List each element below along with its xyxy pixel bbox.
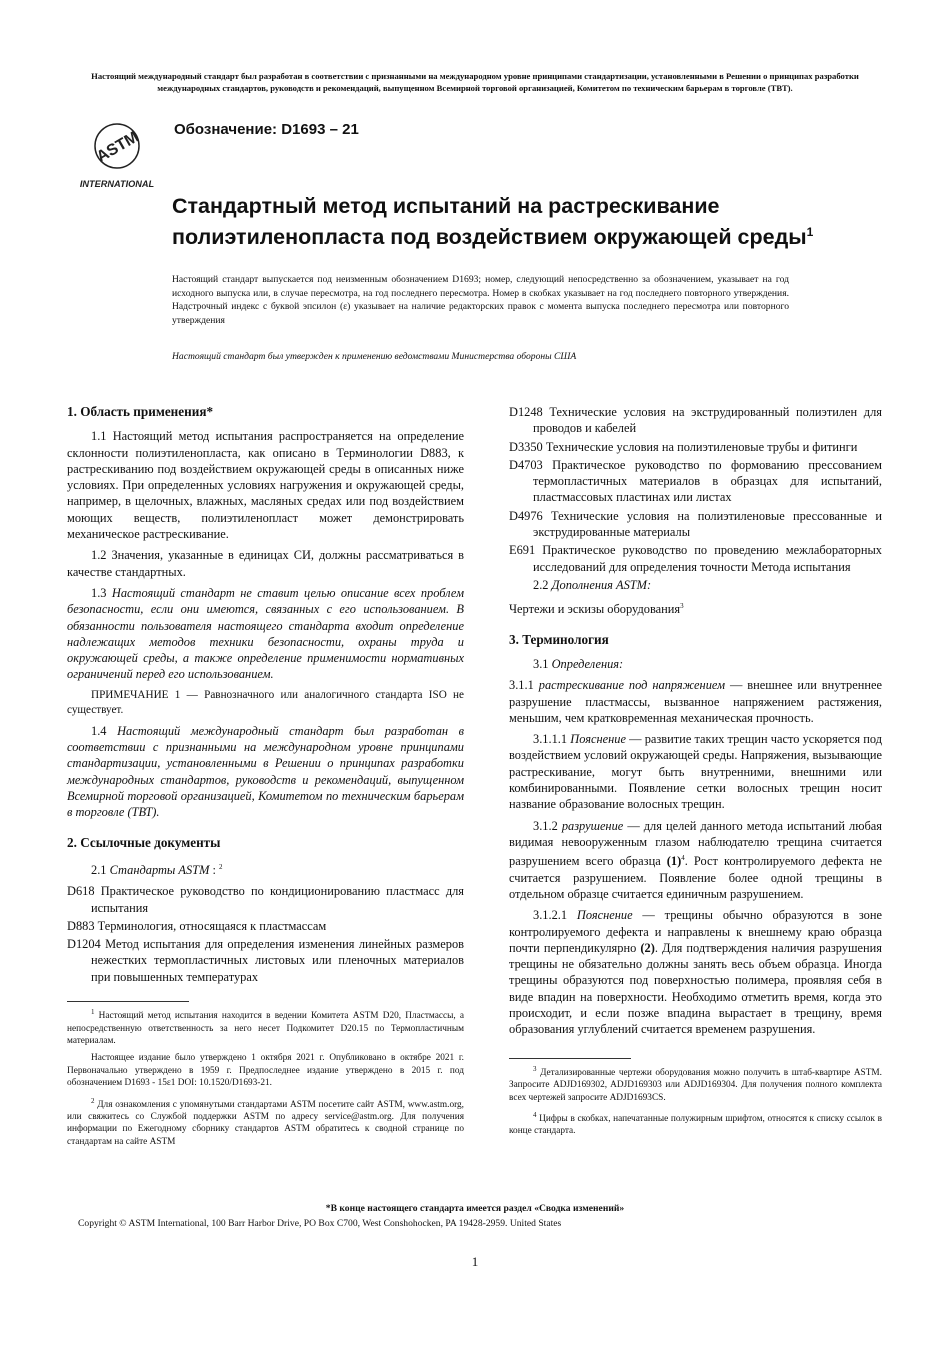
para-2-2: 2.2 Дополнения ASTM: [533,577,652,592]
adjunct-drawings: Чертежи и эскизы оборудования$^3$ [509,602,684,617]
designation: Обозначение: D1693 – 21 [174,121,359,138]
astm-logo [76,115,158,191]
summary-of-changes-note: *В конце настоящего стандарта имеется раздел «Сводка изменений» [325,1203,625,1214]
footnote-1-edition: Настоящее издание было утверждено 1 октября 2021 г. Опубликовано в октябре 2021 г. Первоначально утверждено в 1959 г. Предпоследнее издание утверждено в 2015 г. под обозначением D1693 - 15ε1 DOI: 10.1520/D1693-21. [67,1053,464,1089]
title-footnote-ref: 1 [806,225,814,239]
wto-notice: Настоящий международный стандарт был разработан в соответствии с признанными на международном уровне принципами стандартизации, установленными в Решении о принципах разработки международных стандартов, руководств и рекомендаций, выпущенном Всемирной торговой организацией, Комитетом по техническим барьерам в торговле (ТВТ). [91,71,859,93]
ref-d883: D883 Терминология, относящаяся к пластмассам [67,918,327,933]
issue-note: Настоящий стандарт выпускается под неизменным обозначением D1693; номер, следующий непосредственно за обозначением, указывает на год исходного выпуска или, в случае пересмотра, на год последнего пересмотра. Номер в скобках указывает на год последнего повторного утверждения. Надстрочный индекс с буквой эпсилон (ε) указывает на наличие редакторских правок с момента выпуска последнего пересмотра или повторного утверждения [172,274,789,326]
para-3-1-1: 3.1.1 растрескивание под напряжением — внешнее или внутреннее разрушение пластмассы, вызванное напряжением растяжения, меньшим, чем кратковременная механическая прочность. [509,678,882,725]
footnote-divider [67,1001,189,1002]
ref-d618: D618 Практическое руководство по кондиционированию пластмасс для испытания [67,884,464,915]
copyright: Copyright © ASTM International, 100 Barr Harbor Drive, PO Box C700, West Conshohocken, PA 19428-2959. United States [78,1218,562,1229]
ref-d1204: D1204 Метод испытания для определения изменения линейных размеров нежестких термопластичных листовых или пленочных материалов при повышенных температурах [67,937,464,984]
para-1-3: 1.3 Настоящий стандарт не ставит целью описание всех проблем безопасности, если они имеются, связанных с его использованием. В обязанности пользователя настоящего стандарта входит определение надлежащих методов техники безопасности, охраны труда и окружающей среды, а также определение применимости нормативных ограничений перед его использованием. [67,585,464,682]
page-number: 1 [471,1254,479,1269]
page-title [172,193,822,250]
note-1: ПРИМЕЧАНИЕ 1 — Равнозначного или аналогичного стандарта ISO не существует. [67,688,464,716]
left-column [67,404,464,1153]
ref-d3350: D3350 Технические условия на полиэтиленовые трубы и фитинги [509,439,858,454]
section-3-heading: 3. Терминология [509,631,609,647]
approval-note: Настоящий стандарт был утвержден к применению ведомствами Министерства обороны США [172,351,577,362]
ref-d4703: D4703 Практическое руководство по формованию прессованием термопластичных материалов в образцах для испытаний, пластмассовых пластинах или листах [509,457,882,505]
para-2-1: 2.1 Стандарты ASTM : $^2$ [91,862,223,877]
para-1-1: 1.1 Настоящий метод испытания распространяется на определение склонности полиэтиленопласта, как описано в Терминологии D883, к растрескиванию под воздействием окружающей среды в описанных ниже условиях. При определенных условиях нагружения и окружающей среды, например, в щелочных, влажных, масляных средах или под воздействием моющих веществ, полиэтиленопласт может демонстрировать механическое растрескивание. [67,429,464,542]
para-3-1: 3.1 Определения: [533,656,624,671]
logo-text: ASTM [93,128,142,166]
ref-d1248: D1248 Технические условия на экструдированный полиэтилен для проводов и кабелей [509,405,882,436]
section-2-heading: 2. Ссылочные документы [67,834,221,850]
ref-e691: E691 Практическое руководство по проведению межлабораторных исследований для определения точности Метода испытания [509,543,882,574]
section-1-heading: 1. Область применения* [67,404,214,419]
para-3-1-2-1: 3.1.2.1 Пояснение — трещины обычно образуются в зоне контролируемого дефекта и направлены к внешнему краю образца почти перпендикулярно (2). Для подтверждения наличия разрушения трещины не обязательно должны занять весь объем образца. Иногда трещины образуются под поверхностью полимера, проявляя себя в виде впадин на поверхности. Необходимо отметить время, когда это происходит, и если позже впадина вырастает в трещину, время образования углублений считается временем разрушения. [509,908,882,1037]
footnote-divider-right [509,1058,631,1059]
para-3-1-2: 3.1.2 разрушение — для целей данного метода испытаний любая видимая невооруженным глазом наблюдателю трещина считается разрушением всего образца $(1)^4$. Рост контролируемого дефекта не считается разрушением. Появление более одной трещины в отдельном образце считается единичным разрушением. [509,818,882,901]
footnote-2: $^2$ Для ознакомления с упомянутыми стандартами ASTM посетите сайт ASTM, www.astm.org, или свяжитесь со Службой поддержки ASTM по адресу service@astm.org. Для получения информации по Ежегодному сборнику стандартов ASTM обратитесь к сводной странице по стандартам на сайте ASTM [67,1096,464,1147]
ref-d4976: D4976 Технические условия на полиэтиленовые прессованные и экструдированные материалы [509,508,882,540]
right-column [509,404,882,1143]
title-text: Стандартный метод испытаний на растрескивание полиэтиленопласта под воздействием окружающей среды [172,194,807,250]
para-1-2: 1.2 Значения, указанные в единицах СИ, должны рассматриваться в качестве стандартных. [67,548,464,579]
footnote-3: $^3$ Детализированные чертежи оборудования можно получить в штаб-квартире ASTM. Запросите ADJD169302, ADJD169303 или ADJD169304. Для получения полного комплекта всех чертежей запросите ADJD1693CS. [509,1064,882,1103]
para-1-4: 1.4 Настоящий международный стандарт был разработан в соответствии с признанными на международном уровне принципами стандартизации, установленными в Решении о принципах разработки международных стандартов, руководств и рекомендаций, выпущенном Всемирной торговой организацией, Комитетом по техническим барьерам в торговле (ТВТ). [67,723,464,820]
footnote-4: $^4$ Цифры в скобках, напечатанные полужирным шрифтом, относятся к списку ссылок в конце стандарта. [509,1110,882,1137]
footnote-1: $^1$ Настоящий метод испытания находится в ведении Комитета ASTM D20, Пластмассы, а непосредственную ответственность за него несет Подкомитет D20.15 по Термопластичным материалам. [67,1008,464,1046]
para-3-1-1-1: 3.1.1.1 Пояснение — развитие таких трещин часто ускоряется под воздействием условий окружающей среды. Напряжения, вызывающие растрескивание, могут быть внутренними, внешними или комбинированными. Появление сетки волосных трещин носит название образование волосных трещин. [509,732,882,812]
logo-subtext: INTERNATIONAL [79,179,155,189]
